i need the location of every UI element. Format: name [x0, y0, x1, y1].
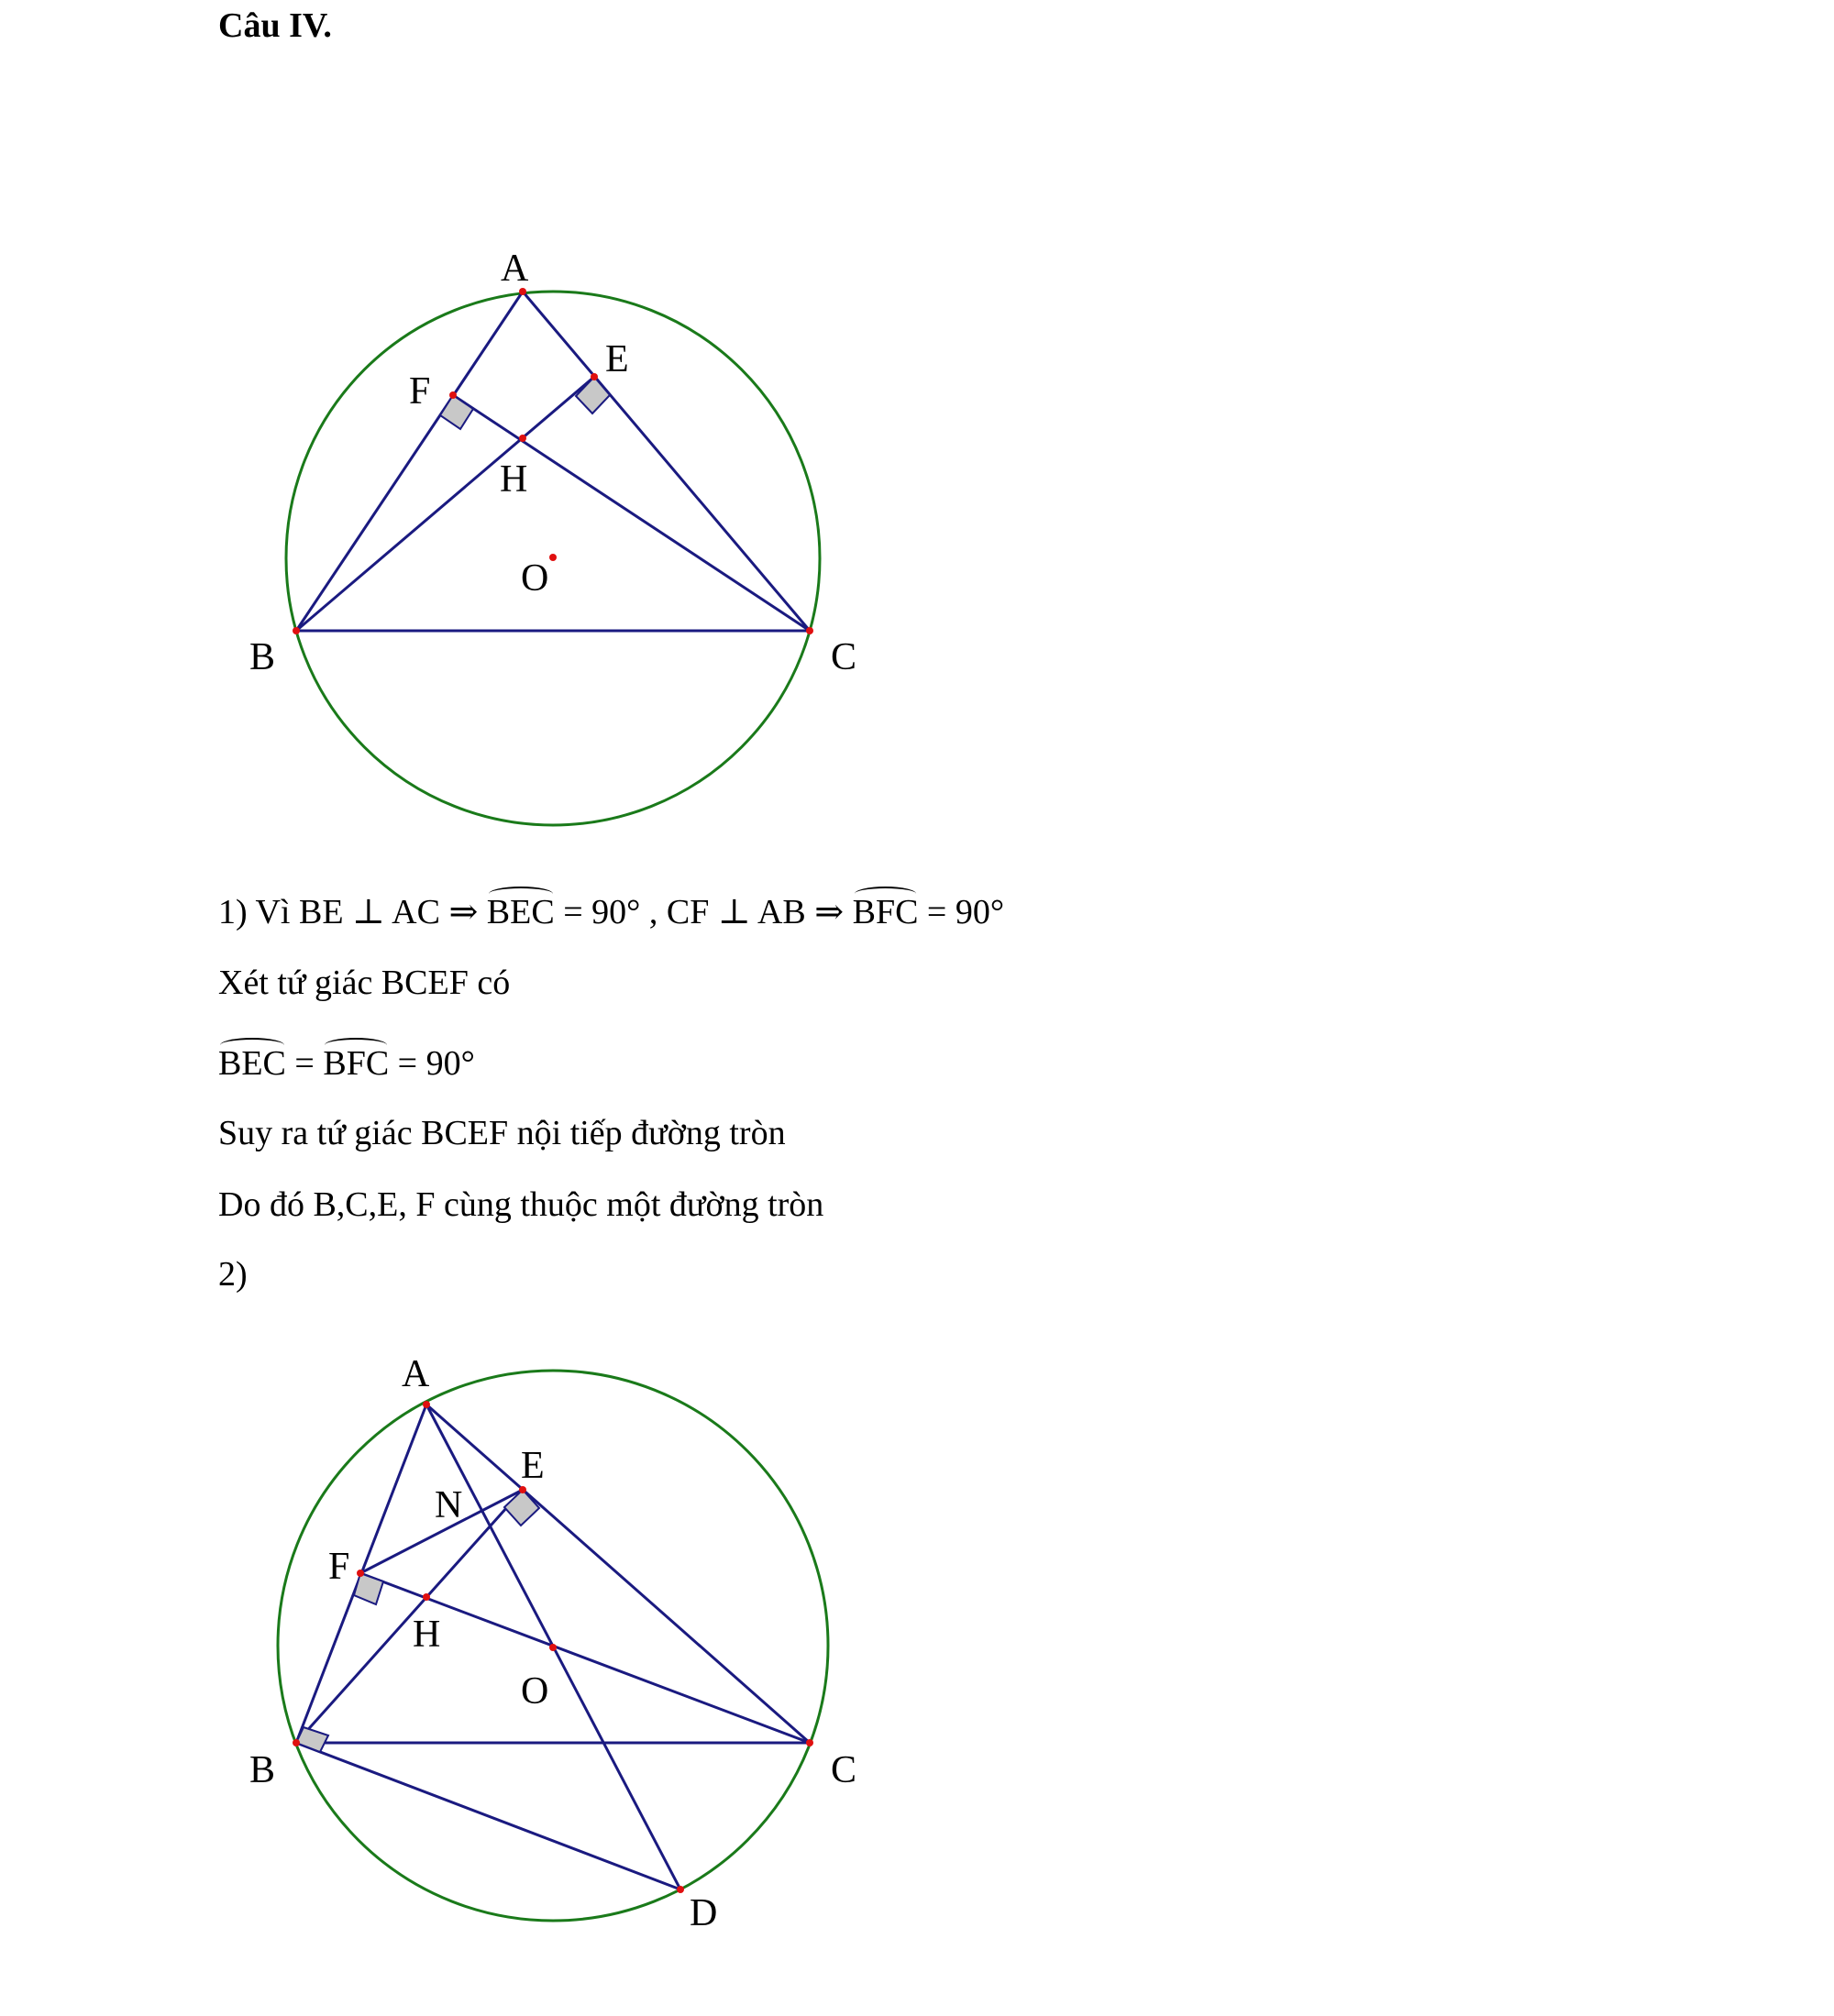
angle-BEC: BEC	[486, 893, 555, 931]
figure-1	[0, 238, 917, 843]
point-E	[591, 373, 598, 380]
point-F-2	[357, 1570, 364, 1577]
angle-BFC: BFC	[852, 893, 919, 931]
altitude-CF	[453, 395, 810, 631]
figure-2	[0, 1338, 917, 1944]
point-C-2	[806, 1739, 813, 1746]
part1-line5: Do đó B,C,E, F cùng thuộc một đường tròn	[218, 1185, 824, 1224]
label-A-2: A	[402, 1353, 430, 1395]
label-B-2: B	[249, 1749, 276, 1791]
point-D-2	[677, 1886, 684, 1893]
point-H-2	[423, 1593, 430, 1601]
point-O-2	[549, 1644, 557, 1651]
label-H-2: H	[413, 1614, 441, 1656]
right-angle-B-2	[296, 1727, 328, 1752]
point-F	[449, 391, 457, 399]
right-angle-F	[440, 395, 473, 429]
point-H	[519, 435, 526, 442]
point-B	[293, 627, 300, 634]
label-A: A	[501, 248, 529, 290]
part1-line3: BEC = BFC = 90°	[218, 1044, 475, 1083]
label-C: C	[831, 636, 857, 678]
angle-BFC-2: BFC	[323, 1044, 390, 1083]
point-B-2	[293, 1739, 300, 1746]
label-N-2: N	[435, 1484, 463, 1526]
section-heading: Câu IV.	[218, 6, 332, 45]
part1-line2: Xét tứ giác BCEF có	[218, 964, 511, 1002]
point-C	[806, 627, 813, 634]
label-D-2: D	[690, 1892, 718, 1934]
label-O-2: O	[521, 1670, 549, 1713]
label-B: B	[249, 636, 276, 678]
part1-line1: 1) Vì BE ⊥ AC ⇒ BEC = 90° , CF ⊥ AB ⇒ BFC = 90°	[218, 893, 1005, 931]
point-E-2	[519, 1486, 526, 1493]
part2-label: 2)	[218, 1255, 248, 1294]
right-angle-F-2	[354, 1573, 383, 1604]
label-F-2: F	[328, 1546, 350, 1588]
part1-line4: Suy ra tứ giác BCEF nội tiếp đường tròn	[218, 1114, 786, 1152]
label-O: O	[521, 557, 549, 600]
label-C-2: C	[831, 1749, 857, 1791]
side-AB	[296, 292, 523, 631]
segment-BD	[296, 1743, 680, 1889]
angle-BEC-2: BEC	[218, 1044, 286, 1083]
label-F: F	[409, 370, 431, 413]
point-A-2	[423, 1401, 430, 1408]
point-O	[549, 554, 557, 561]
label-E-2: E	[521, 1445, 545, 1487]
altitude-BE-2	[296, 1490, 523, 1743]
label-E: E	[605, 338, 629, 380]
right-angle-E	[576, 377, 610, 413]
label-H: H	[500, 458, 528, 501]
side-AC	[523, 292, 810, 631]
